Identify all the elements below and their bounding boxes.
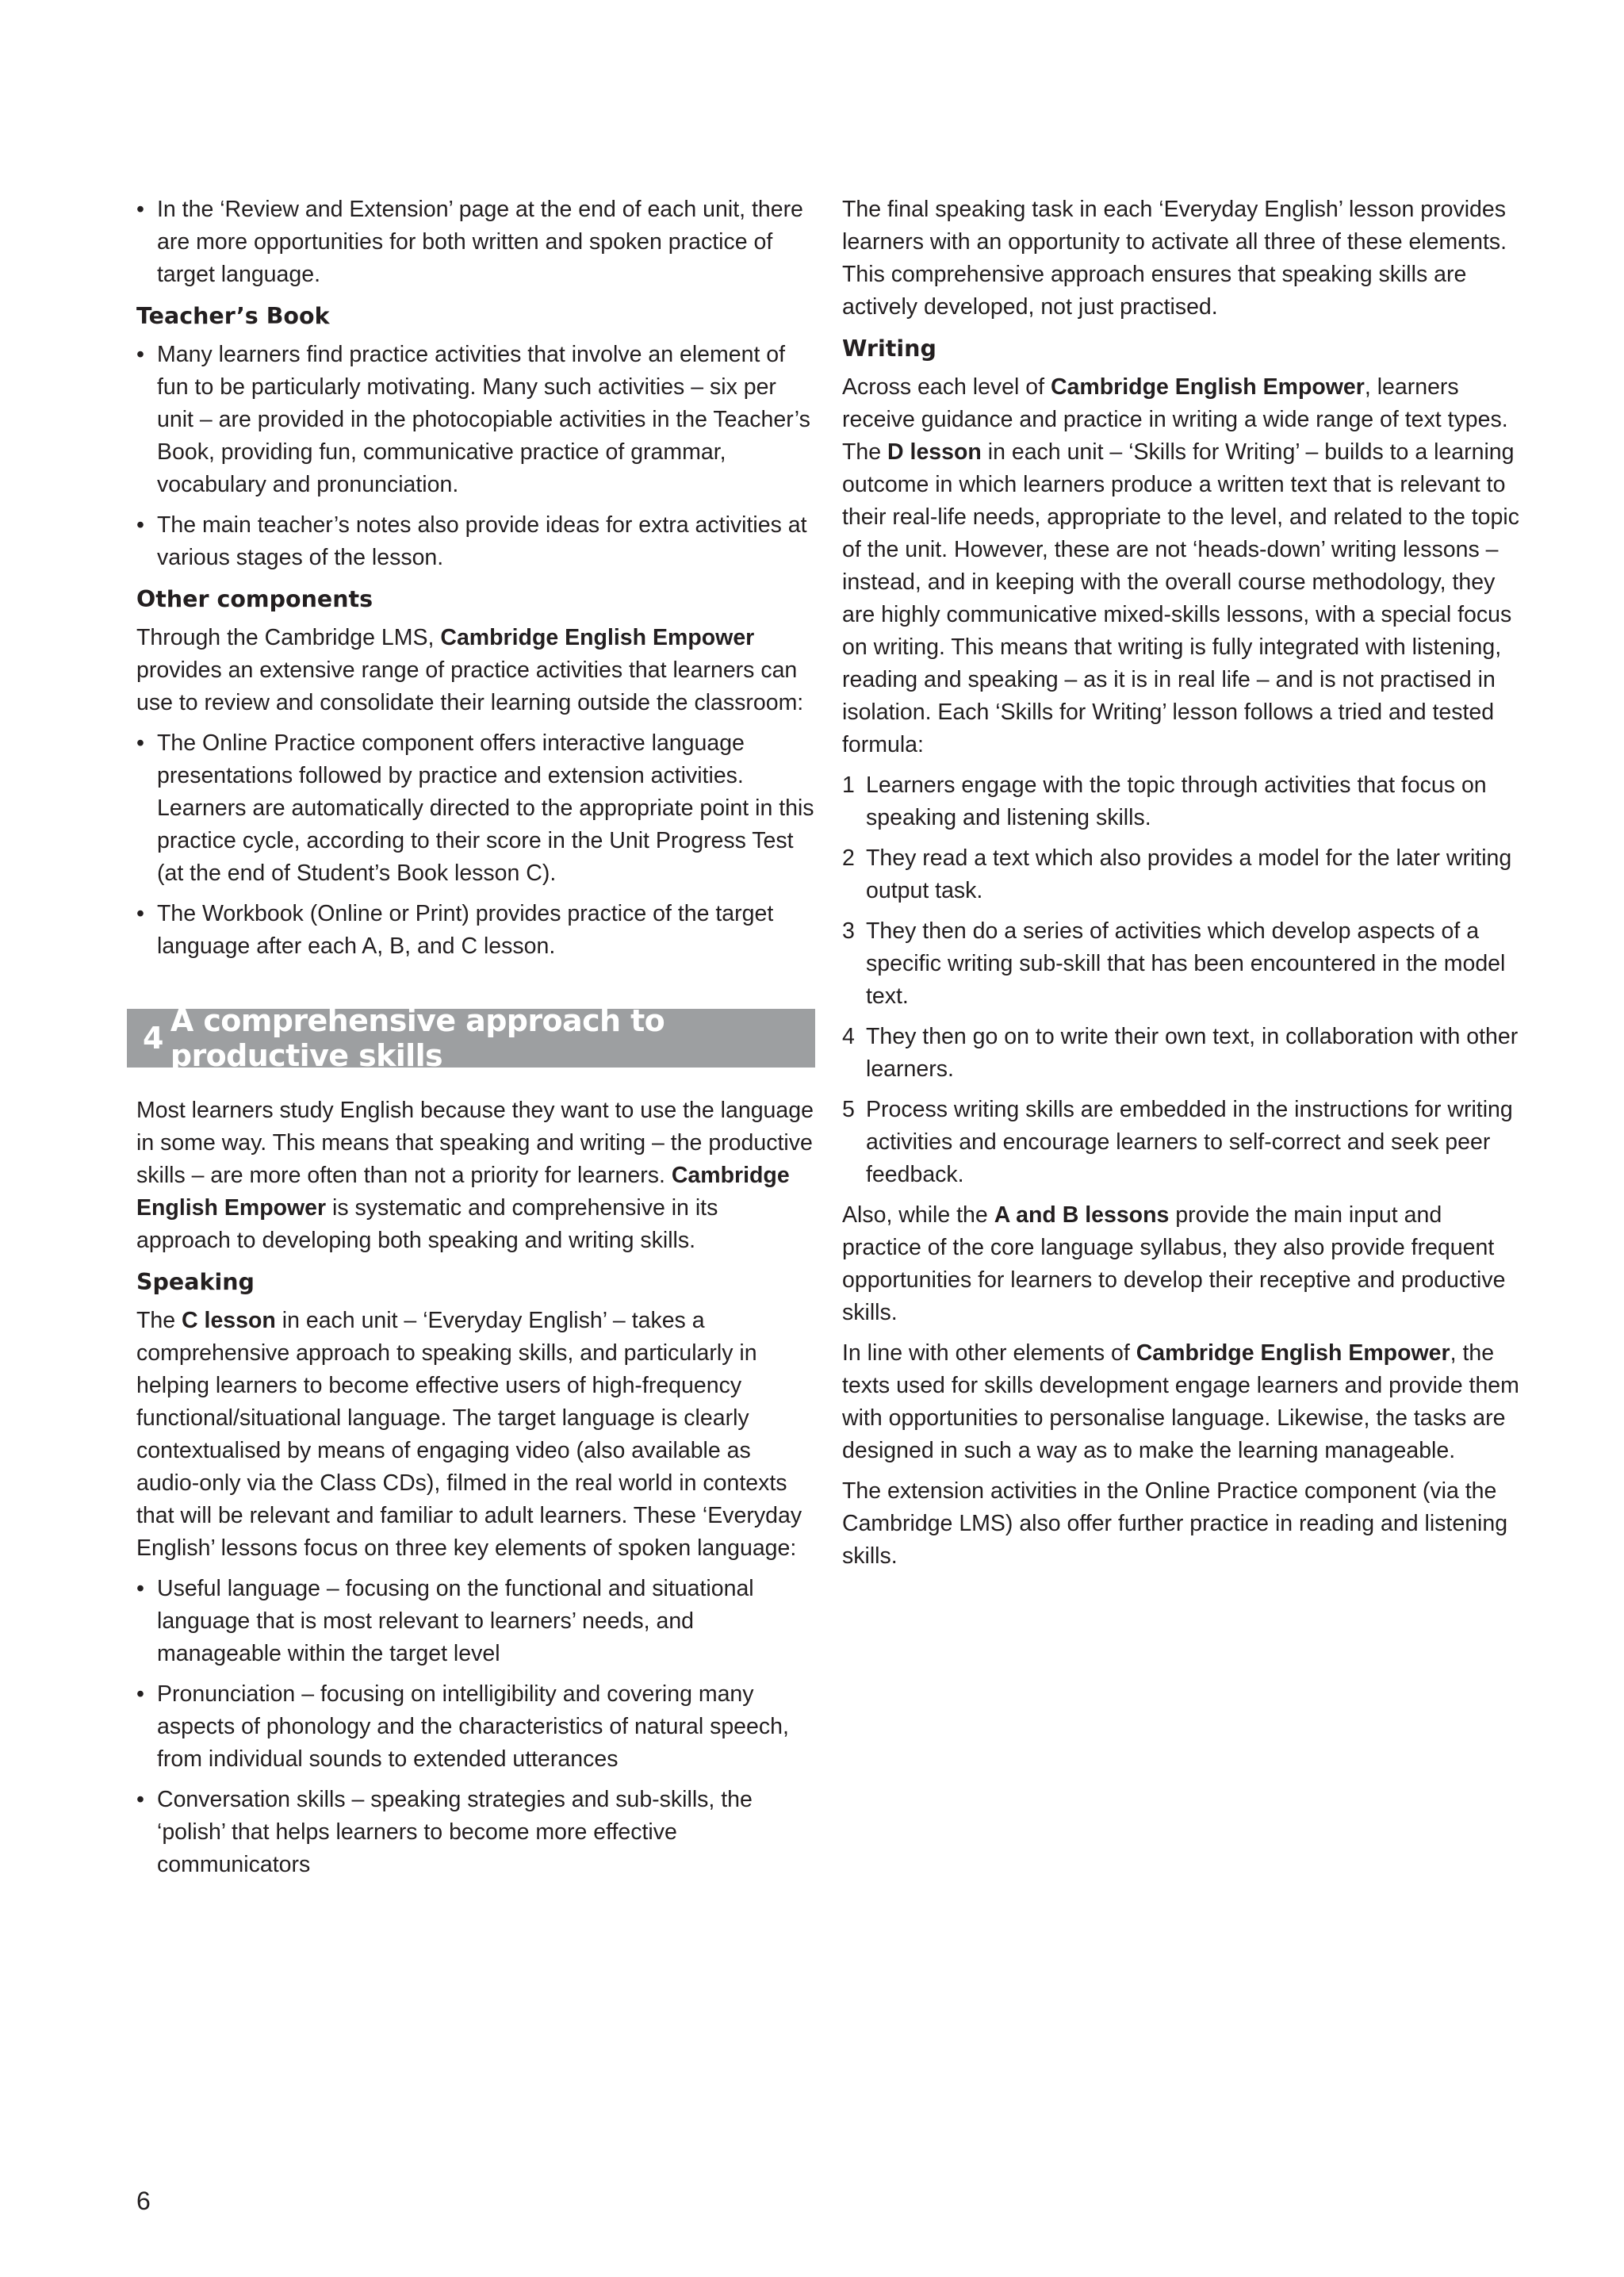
list-item-text: Conversation skills – speaking strategies and sub-skills, the ‘polish’ that helps learners to become more effective communicators bbox=[157, 1787, 753, 1877]
text-run: provides an extensive range of practice activities that learners can use to review and consolidate their learning outside the classroom: bbox=[136, 657, 804, 715]
left-column bbox=[136, 194, 815, 1889]
right-column bbox=[842, 194, 1524, 1581]
lesson-name: D lesson bbox=[887, 439, 982, 465]
step-text: Learners engage with the topic through activities that focus on speaking and listening skills. bbox=[866, 772, 1487, 830]
ab-lessons-paragraph bbox=[842, 1199, 1524, 1329]
heading-other-components: Other components bbox=[136, 586, 373, 612]
bullet-icon: • bbox=[136, 512, 144, 538]
step-text: They read a text which also provides a model for the later writing output task. bbox=[866, 845, 1512, 903]
list-item-text: In the ‘Review and Extension’ page at the end of each unit, there are more opportunities for both written and spoken practice of target language. bbox=[157, 197, 803, 287]
other-components-paragraph bbox=[136, 622, 815, 719]
list-item bbox=[136, 339, 815, 501]
brand-name: Cambridge English Empower bbox=[440, 625, 755, 650]
text-run: Most learners study English because they want to use the language in some way. This means that speaking and writing – the productive skills – are more often than not a priority for learners. bbox=[136, 1098, 814, 1188]
list-item bbox=[136, 727, 815, 890]
teachers-book-list bbox=[136, 339, 815, 574]
text-run: The bbox=[136, 1308, 182, 1333]
text-run: Across each level of bbox=[842, 374, 1051, 400]
writing-steps-list bbox=[842, 769, 1524, 1191]
page-number: 6 bbox=[136, 2187, 151, 2215]
bullet-icon: • bbox=[136, 1576, 144, 1601]
bullet-icon: • bbox=[136, 197, 144, 222]
list-item bbox=[136, 509, 815, 574]
speaking-list bbox=[136, 1573, 815, 1881]
list-item bbox=[136, 1784, 815, 1881]
text-run: provide the main input and practice of the core language syllabus, they also provide frequent opportunities for learners to develop their receptive and productive skills. bbox=[842, 1202, 1506, 1325]
step-number: 3 bbox=[842, 918, 855, 944]
step-text: They then go on to write their own text, in collaboration with other learners. bbox=[866, 1024, 1519, 1082]
brand-name: Cambridge English Empower bbox=[1136, 1340, 1450, 1366]
text-run: In line with other elements of bbox=[842, 1340, 1136, 1366]
lesson-name: C lesson bbox=[182, 1308, 276, 1333]
text-run: in each unit – ‘Everyday English’ – takes a comprehensive approach to speaking skills, and particularly in helping learners to become effective users of high-frequency functional/situational language. The target language is clearly contextualised by means of engaging video (also available as audio-only via the Class CDs), filmed in the real world in contexts that will be relevant and familiar to adult learners. These ‘Everyday English’ lessons focus on three key elements of spoken language: bbox=[136, 1308, 802, 1561]
step-item bbox=[842, 1094, 1524, 1191]
list-item-text: The Online Practice component offers interactive language presentations followed by practice and extension activities. Learners are automatically directed to the appropriate point in this practice cycle, according to their score in the Unit Progress Test (at the end of Student’s Book lesson C). bbox=[157, 730, 814, 886]
list-item bbox=[136, 1573, 815, 1670]
list-item bbox=[136, 194, 815, 291]
text-run: is systematic and comprehensive in its approach to developing both speaking and writing skills. bbox=[136, 1195, 718, 1253]
bullet-icon: • bbox=[136, 342, 144, 367]
writing-paragraph bbox=[842, 371, 1524, 761]
step-number: 4 bbox=[842, 1024, 855, 1049]
brand-name: Cambridge English Empower bbox=[136, 1163, 790, 1221]
step-number: 2 bbox=[842, 845, 855, 871]
heading-teachers-book: Teacher’s Book bbox=[136, 303, 330, 329]
bullet-icon: • bbox=[136, 1787, 144, 1812]
list-item-text: Useful language – focusing on the functional and situational language that is most relevant to learners’ needs, and manageable within the target level bbox=[157, 1576, 754, 1666]
list-item bbox=[136, 898, 815, 963]
text-run: , learners receive guidance and practice in writing a wide range of text types. The bbox=[842, 374, 1508, 465]
step-number: 1 bbox=[842, 772, 855, 798]
texts-paragraph bbox=[842, 1337, 1524, 1467]
step-item bbox=[842, 915, 1524, 1013]
heading-writing: Writing bbox=[842, 335, 936, 362]
step-number: 5 bbox=[842, 1097, 855, 1122]
other-components-list bbox=[136, 727, 815, 963]
brand-name: Cambridge English Empower bbox=[1050, 374, 1365, 400]
step-item bbox=[842, 1021, 1524, 1086]
section-intro-paragraph bbox=[136, 1094, 815, 1257]
extension-paragraph: The extension activities in the Online Practice component (via the Cambridge LMS) also offer further practice in reading and listening skills. bbox=[842, 1478, 1508, 1569]
text-run: , the texts used for skills development engage learners and provide them with opportunities to personalise language. Likewise, the tasks are designed in such a way as to make the learning manageable. bbox=[842, 1340, 1519, 1463]
section-banner bbox=[127, 1003, 815, 1073]
speaking-paragraph bbox=[136, 1305, 815, 1565]
step-text: They then do a series of activities which develop aspects of a specific writing sub-skill that has been encountered in the model text. bbox=[866, 918, 1506, 1009]
bullet-icon: • bbox=[136, 901, 144, 926]
step-item bbox=[842, 769, 1524, 834]
bullet-icon: • bbox=[136, 730, 144, 756]
bullet-icon: • bbox=[136, 1681, 144, 1707]
intro-list bbox=[136, 194, 815, 291]
text-run: in each unit – ‘Skills for Writing’ – builds to a learning outcome in which learners produce a written text that is relevant to their real-life needs, appropriate to the level, and related to the topic of the unit. However, these are not ‘heads-down’ writing lessons – instead, and in keeping with the overall course methodology, they are highly communicative mixed-skills lessons, with a special focus on writing. This means that writing is fully integrated with listening, reading and speaking – as it is in real life – and is not practised in isolation. Each ‘Skills for Writing’ lesson follows a tried and tested formula: bbox=[842, 439, 1519, 757]
step-item bbox=[842, 842, 1524, 907]
lesson-name: A and B lessons bbox=[994, 1202, 1170, 1228]
list-item-text: The main teacher’s notes also provide ideas for extra activities at various stages of the lesson. bbox=[157, 512, 807, 570]
list-item-text: The Workbook (Online or Print) provides practice of the target language after each A, B, and C lesson. bbox=[157, 901, 774, 959]
step-text: Process writing skills are embedded in the instructions for writing activities and encourage learners to self-correct and seek peer feedback. bbox=[866, 1097, 1513, 1187]
text-run: Also, while the bbox=[842, 1202, 994, 1228]
heading-speaking: Speaking bbox=[136, 1269, 255, 1295]
speaking-final-paragraph: The final speaking task in each ‘Everyday English’ lesson provides learners with an opportunity to activate all three of these elements. This comprehensive approach ensures that speaking skills are actively developed, not just practised. bbox=[842, 197, 1507, 320]
list-item-text: Pronunciation – focusing on intelligibility and covering many aspects of phonology and the characteristics of natural speech, from individual sounds to extended utterances bbox=[157, 1681, 789, 1772]
section-title: A comprehensive approach to productive skills bbox=[170, 1003, 665, 1073]
list-item bbox=[136, 1678, 815, 1776]
text-run: Through the Cambridge LMS, bbox=[136, 625, 441, 650]
section-number: 4 bbox=[143, 1021, 164, 1056]
list-item-text: Many learners find practice activities that involve an element of fun to be particularly motivating. Many such activities – six per unit – are provided in the photocopiable activities in the Teacher’s Book, providing fun, communicative practice of grammar, vocabulary and pronunciation. bbox=[157, 342, 810, 497]
